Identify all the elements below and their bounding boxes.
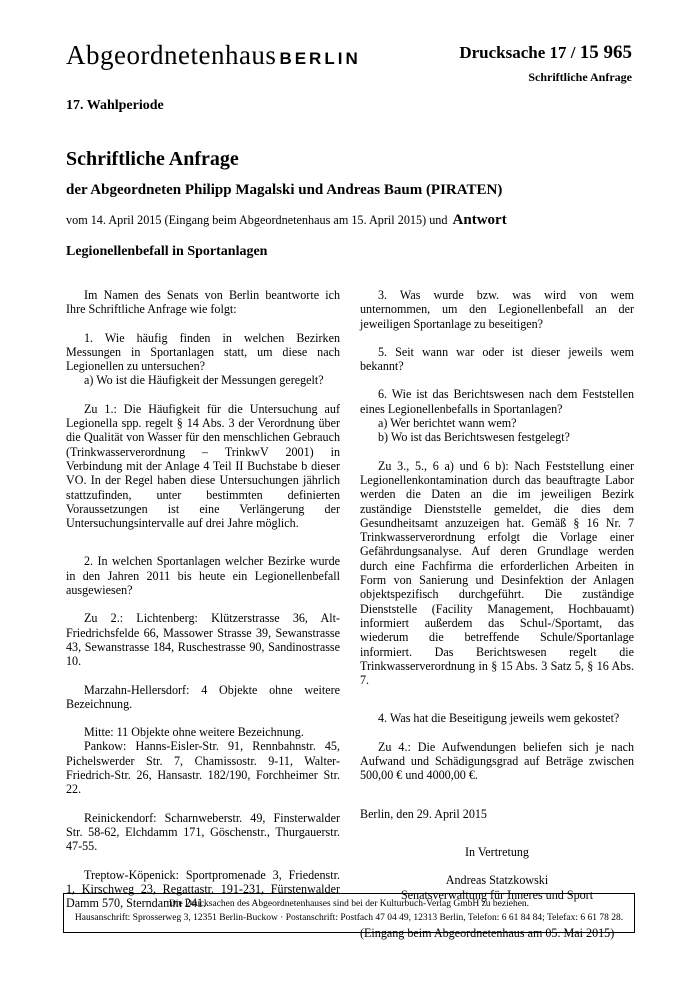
answer-2-marzahn: Marzahn-Hellersdorf: 4 Objekte ohne weitere Bezeichnung. bbox=[66, 682, 340, 711]
eingang-note: (Eingang beim Abgeordnetenhaus am 05. Mai 2015) bbox=[360, 925, 615, 940]
answer-2-mitte: Mitte: 11 Objekte ohne weitere Bezeichnung. bbox=[84, 725, 304, 740]
answer-1: Zu 1.: Die Häufigkeit für die Untersuchung auf Legionella spp. regelt § 14 Abs. 3 der Verordnung über die Qualität von Wasser für den menschlichen Gebrauch (Trinkwasserverordnung – TrinkwV 2001) in Verbindung mit der Anlage 4 Teil II Buchstabe b dieser VO. In der Regel haben diese Untersuchungen jährlich stattzufinden, unter bestimmten definierten Voraussetzungen ist eine Verlängerung der Untersuchungsintervalle auf drei Jahre möglich. bbox=[66, 401, 340, 531]
question-1: 1. Wie häufig finden in welchen Bezirken Messungen in Sportanlagen statt, um diese nach Legionellen zu untersuchen? bbox=[66, 330, 340, 374]
footer-line-2: Hausanschrift: Sprosserweg 3, 12351 Berlin-Buckow · Postanschrift: Postfach 47 04 49, 12313 Berlin, Telefon: 6 61 84 84; Telefax: 6 61 78 28. bbox=[74, 913, 624, 923]
answer-2-reinickendorf: Reinickendorf: Scharnweberstr. 49, Finsterwalder Str. 58-62, Elchdamm 171, Göschenstr., Thurgauerstr. 47-55. bbox=[66, 810, 340, 854]
drucksache-block bbox=[459, 42, 632, 85]
brand-main: Abgeordnetenhaus bbox=[66, 40, 277, 70]
vom-text: vom 14. April 2015 (Eingang beim Abgeordnetenhaus am 15. April 2015) und bbox=[66, 213, 448, 227]
drucksache-label: Drucksache 17 / bbox=[459, 43, 576, 62]
wahlperiode: 17. Wahlperiode bbox=[66, 98, 164, 113]
question-6b: b) Wo ist das Berichtswesen festgelegt? bbox=[378, 430, 570, 445]
in-vertretung: In Vertretung bbox=[465, 844, 529, 859]
question-3: 3. Was wurde bzw. was wird von wem unternommen, um den Legionellenbefall an der jeweiligen Sportanlage zu beseitigen? bbox=[360, 288, 634, 331]
right-column bbox=[360, 288, 634, 940]
brand-city: BERLIN bbox=[279, 49, 361, 68]
question-2: 2. In welchen Sportanlagen welcher Bezirke wurde in den Jahren 2011 bis heute ein Legionellenbefall ausgewiesen? bbox=[66, 554, 340, 598]
left-column bbox=[66, 288, 340, 910]
answer-2-pankow: Pankow: Hanns-Eisler-Str. 91, Rennbahnstr. 45, Pichelswerder Str. 7, Chamissostr. 9-11, Walter-Friedrich-Str. 26, Hansastr. 182/190, Forchheimer Str. 22. bbox=[66, 739, 340, 797]
question-6a: a) Wer berichtet wann wem? bbox=[378, 416, 517, 431]
answer-3: Zu 3., 5., 6 a) und 6 b): Nach Feststellung einer Legionellenkontamination durch das beauftragte Labor werden die Daten an die im jeweiligen Bezirk zuständige Dienststelle gemeldet, die dies dem Gesundheitsamt anzuzeigen hat. Gemäß § 16 Nr. 7 Trinkwasserverordnung erfolgt die Vorlage einer Gefährdungsanalyse. Auf deren Grundlage werden durch eine Fachfirma die erforderlichen Arbeiten in Form von Sanierung und Desinfektion der Anlagen objektspezifisch durchgeführt. Die zuständige Dienststelle (Facility Management, Hochbauamt) informiert außerdem das Schul-/Sportamt, das wiederum die betreffende Schule/Sportanlage informiert. Das Berichtswesen regelt die Trinkwasserverordnung in § 15 Abs. 3 Satz 5, § 16 Abs. 7. bbox=[360, 458, 634, 688]
subject: Legionellenbefall in Sportanlagen bbox=[66, 244, 268, 259]
page-title: Schriftliche Anfrage bbox=[66, 148, 239, 170]
answer-2-lichtenberg: Zu 2.: Lichtenberg: Klützerstrasse 36, Alt-Friedrichsfelde 66, Massower Strasse 39, Sewanstrasse 43, Sewanstrasse 184, Ruschestrasse 90, Sandinostrasse 10. bbox=[66, 611, 340, 669]
footer-line-1: Die Drucksachen des Abgeordnetenhauses sind bei der Kulturbuch-Verlag GmbH zu beziehen. bbox=[168, 899, 530, 909]
question-5: 5. Seit wann war oder ist dieser jeweils wem bekannt? bbox=[360, 344, 634, 374]
drucksache-number: 15 965 bbox=[579, 42, 632, 63]
authors: der Abgeordneten Philipp Magalski und Andreas Baum (PIRATEN) bbox=[66, 182, 503, 198]
answer-2-treptow: Treptow-Köpenick: Sportpromenade 3, Friedenstr. 1, Kirschweg 23, Regattastr. 191-231, Fürstenwalder Damm 570, Sterndamm 241. bbox=[66, 867, 340, 911]
brand-logo bbox=[66, 40, 361, 71]
signature-date: Berlin, den 29. April 2015 bbox=[360, 806, 487, 821]
question-6: 6. Wie ist das Berichtswesen nach dem Feststellen eines Legionellenbefalls in Sportanlagen? bbox=[360, 387, 634, 416]
intro: Im Namen des Senats von Berlin beantworte ich Ihre Schriftliche Anfrage wie folgt: bbox=[66, 288, 340, 317]
date-line bbox=[66, 212, 507, 229]
doc-type: Schriftliche Anfrage bbox=[528, 70, 632, 84]
footer-box bbox=[63, 893, 635, 933]
signer-name: Andreas Statzkowski bbox=[445, 873, 549, 888]
answer-4: Zu 4.: Die Aufwendungen beliefen sich je nach Aufwand und Schädigungsgrad auf Beträge zwischen 500,00 € und 4000,00 €. bbox=[360, 739, 634, 783]
question-1a: a) Wo ist die Häufigkeit der Messungen geregelt? bbox=[84, 373, 324, 388]
question-4: 4. Was hat die Beseitigung jeweils wem gekostet? bbox=[378, 711, 620, 726]
antwort-label: Antwort bbox=[452, 212, 507, 228]
signer-office: Senatsverwaltung für Inneres und Sport bbox=[400, 887, 594, 902]
